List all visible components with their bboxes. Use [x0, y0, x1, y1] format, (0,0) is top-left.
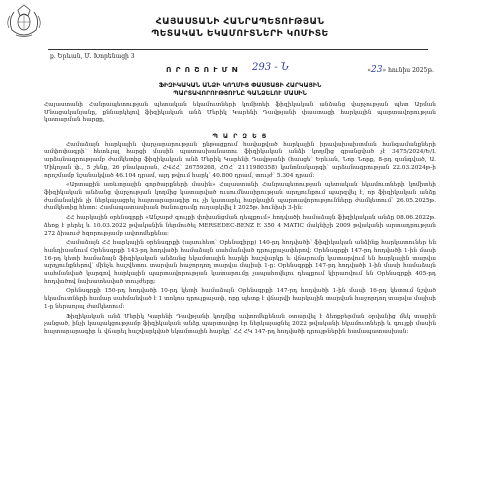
section-title: Պ Ա Ր Զ Ե Ց: [212, 131, 268, 140]
subject-line-2: ՊԱՐՏԱՎՈՐՈՒԹՅՈՒՆԸ ԳԱՆՁԵԼՈՒ ՄԱՍԻՆ: [173, 90, 307, 97]
order-title: Ո Ր Ո Շ Ո Ւ Մ N: [166, 65, 239, 74]
order-date-suffix: » հունիս 2025թ.: [382, 67, 434, 74]
body-paragraph: Ֆիզիկական անձ Մերիկ Կարենի Դավթյանի կողմից ավտոմեքենան օտարվել է ձեռքբերման օրվանից մեկ տարին չանցած, ինչի կապակցությամբ ֆիզիկական անձը պարտավոր էր ներկայացնել 2022 թվականի եկամուտների և գույքի մասին հայտարարագիր և վճարել հաշվարկված եկամտային հարկը՝ ՀՀ ՀԿ 147-րդ հոդվածի դրույթներին համապատասխան։: [44, 313, 436, 335]
header-divider: [48, 49, 428, 50]
issuer-address: ք. Երևան, Մ. Խորենացի 3: [50, 53, 135, 60]
body-paragraph: ՀՀ հարկային օրենսգրքի «Անշարժ գույքի փոխանցման դեպքում» հոդվածի համաձայն ֆիզիկական անձը 08.06.2022թ. ձեռք է բերել և 10.03.2022 թվականին ներմուծել MERSEDEC-BENZ E 350 4 MATIC մակնիշի 2009 թվականի արտադրության 272 ձիաուժ հզորությամբ ավտոմեքենա։: [44, 215, 436, 237]
body-paragraph: Համաձայն ՀՀ հարկային օրենսգրքի (այսուհետ՝ Օրենսգիրք) 140-րդ հոդվածի՝ ֆիզիկական անձինք հարկատուներ են հանդիսանում Օրենսգրքի 143-րդ հոդվածի համաձայն սահմանված դրույքաչափերով։ Օրենսգրքի 147-րդ հոդվածի 1-ին մասի 16-րդ կետի համաձայն ֆիզիկական անձանց եկամտային հարկի հաշվարկը և վճարումը կատարվում են հարկային տարվա արդյունքներով՝ մինչև հաշվետու տարվան հաջորդող տարվա մայիսի 1-ը։ Օրենսգրքի 147-րդ հոդվածի 1-ին մասի համաձայն սահմանված կարգով հարկային պարտավորության կատարումը չապահովելու դեպքում կիրառվում են Օրենսգրքի 405-րդ հոդվածով նախատեսված տույժերը։: [44, 240, 436, 285]
order-subject: [58, 82, 422, 98]
order-date-day: 23: [371, 65, 383, 75]
order-number: 293 - Ն: [252, 62, 289, 73]
body-paragraph: Օրենսգրքի 150-րդ հոդվածի 10-րդ կետի համաձայն Օրենսգրքի 147-րդ հոդվածի 1-ին մասի 16-րդ կետում նշված եկամուտների համար սահմանված է 1 տոկոս դրույքաչափ, որը պետք է վճարվի հարկային տարվան հաջորդող տարվա մայիսի 1-ը ներառյալ ժամկետում։: [44, 288, 436, 310]
order-date-prefix: «: [367, 67, 372, 74]
body-paragraph: Համաձայն հարկային վարչարարության ընթացքում հավաքված հարկային իրավախախտման հանգամանքների ամփոփագրի՝ հետևյալ հարցի մասին պատասխանատու ֆիզիկական անձի կողմից գրանցված չէ 3475/2024/Ե/Լ արձանագրությամբ ժամկետից ֆիզիկական անձ Մերիկ Կարենի Դավթյանի (հասցե՝ Երևան, Նոր Նորք, 8-րդ զանգված, Ա. Միկոյան փ., 5 շենք, 26 բնակարան, ՀՎՀՀ՝ 26759268, ՀԾՀ՝ 2111980358) կանոնակարգի՝ արձանագրության 22.03.2024թ-ի որոշմամբ նշանակված 46.104 դրամ, այդ թվում հարկ՝ 40.800 դրամ, տույժ՝ 5.304 դրամ։: [44, 141, 436, 179]
header-line-2: ՊԵՏԱԿԱՆ ԵԿԱՄՈՒՏՆԵՐԻ ԿՈՄԻՏԵ: [151, 28, 329, 39]
document-header: [58, 16, 422, 40]
coat-of-arms-emblem-icon: [4, 2, 44, 38]
order-heading-row: [58, 62, 434, 79]
subject-line-1: ՖԻԶԻԿԱԿԱՆ ԱՆՁԻ ԿՈՂՄԻՑ ՓԱՍՏԱՑԻ ՀԱՐԿԱՅԻՆ: [158, 82, 322, 89]
preamble-paragraph: Հայաստանի Հանրապետության պետական եկամուտների կոմիտեի ֆիզիկական անձանց վարչության պետ Արման Մնացականյանը, քննարկելով ֆիզիկական անձ Մերիկ Կարենի Դավթյանի փաստացի հարկային պարտավորության կատարման հարցը,: [44, 102, 436, 124]
header-line-1: ՀԱՅԱՍՏԱՆԻ ՀԱՆՐԱՊԵՏՈՒԹՅԱՆ: [155, 16, 325, 27]
order-date: [367, 65, 434, 75]
body-paragraph: «Արտաքին առևտրային գործարքների մասին» Հայաստանի Հանրապետության պետական եկամուտների կոմիտեի ֆիզիկական անձանց վարչության կողմից կատարված ուսումնասիրության արդյունքում պարզվել է, որ ֆիզիկական անձը ժամանակին չի ներկայացրել հայտարարագիր ու չի կատարել հարկային պարտավորությունները ժամկետում՝ 26.05.2025թ. ժամկետից հետո։ Համապատասխան ծանուցումը ուղարկվել է 2025թ. հունիսի 3-ին։: [44, 182, 436, 212]
